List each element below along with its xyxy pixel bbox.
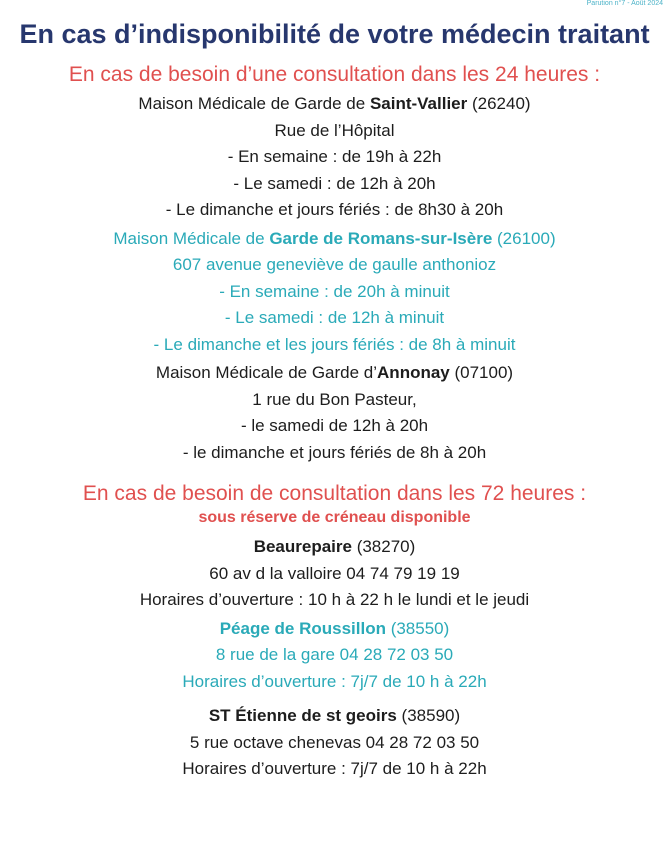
block-line: - Le dimanche et jours fériés : de 8h30 à 20h xyxy=(165,200,504,219)
block-line: - Le samedi : de 12h à 20h xyxy=(233,173,436,193)
mmg-annonay xyxy=(0,360,669,466)
site-peage-de-roussillon xyxy=(0,616,669,696)
block-line: Rue de l’Hôpital xyxy=(274,120,395,140)
block-line: - En semaine : de 19h à 22h xyxy=(227,147,442,166)
block-line: - Le dimanche et les jours fériés : de 8h à minuit xyxy=(153,334,516,354)
block-line: - le dimanche et jours fériés de 8h à 20h xyxy=(182,442,487,462)
block-title: Maison Médicale de Garde de Romans-sur-Isère (26100) xyxy=(113,228,556,248)
block-line: Horaires d’ouverture : 7j/7 de 10 h à 22h xyxy=(182,759,487,778)
block-line: - le samedi de 12h à 20h xyxy=(240,416,429,435)
block-title: Maison Médicale de Garde d’Annonay (07100) xyxy=(155,363,514,382)
block-line: - Le samedi : de 12h à minuit xyxy=(224,308,445,327)
section-72h-heading: En cas de besoin de consultation dans les 72 heures : xyxy=(82,482,587,505)
mmg-saint-vallier xyxy=(0,91,669,224)
page-title: En cas d’indisponibilité de votre médecin traitant xyxy=(19,19,650,49)
corner-caption: Parution n°7 - Août 2024 xyxy=(586,0,663,7)
section-72h xyxy=(0,480,669,783)
block-line: Horaires d’ouverture : 10 h à 22 h le lundi et le jeudi xyxy=(139,590,530,609)
section-24h xyxy=(0,61,669,466)
block-title: Beaurepaire (38270) xyxy=(253,537,416,556)
block-line: 60 av d la valloire 04 74 79 19 19 xyxy=(209,563,460,583)
block-line: - En semaine : de 20h à minuit xyxy=(219,281,450,301)
mmg-romans xyxy=(0,226,669,359)
section-24h-heading: En cas de besoin d’une consultation dans les 24 heures : xyxy=(68,63,601,86)
block-line: 1 rue du Bon Pasteur, xyxy=(252,389,417,409)
site-st-etienne-de-st-geoirs xyxy=(0,703,669,783)
block-line: 607 avenue geneviève de gaulle anthonioz xyxy=(172,255,497,274)
block-line: 8 rue de la gare 04 28 72 03 50 xyxy=(215,645,454,664)
block-title: ST Étienne de st geoirs (38590) xyxy=(208,706,461,725)
block-title: Maison Médicale de Garde de Saint-Vallier (26240) xyxy=(138,94,531,113)
block-title: Péage de Roussillon (38550) xyxy=(219,618,450,638)
site-beaurepaire xyxy=(0,534,669,614)
block-line: 5 rue octave chenevas 04 28 72 03 50 xyxy=(189,732,480,752)
block-line: Horaires d’ouverture : 7j/7 de 10 h à 22h xyxy=(182,671,487,691)
section-72h-subheading: sous réserve de créneau disponible xyxy=(198,509,471,526)
